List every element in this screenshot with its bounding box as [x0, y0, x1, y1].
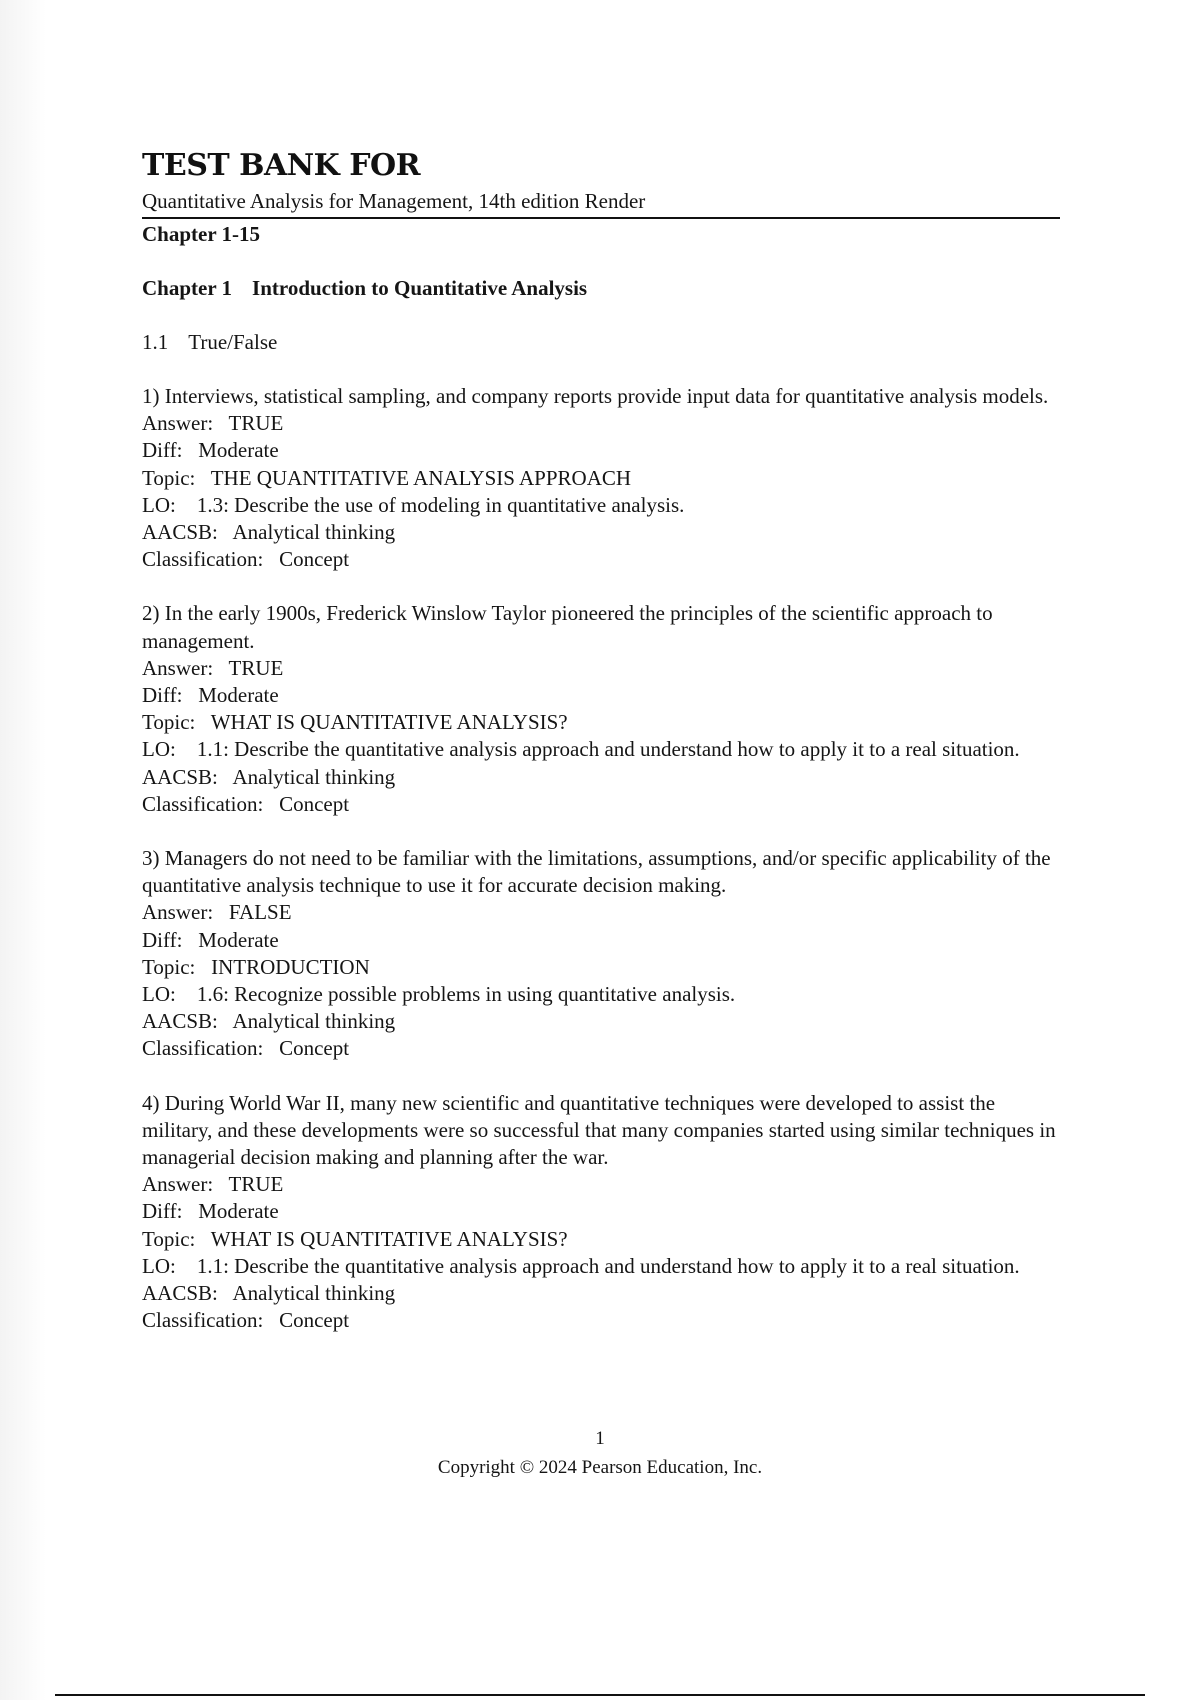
classification-value: Concept [279, 791, 350, 816]
answer-value: TRUE [228, 655, 284, 680]
classification-line [142, 1307, 1060, 1334]
lo-line [142, 1253, 1060, 1280]
classification-value: Concept [279, 1308, 350, 1333]
question-item [142, 1090, 1060, 1335]
diff-value: Moderate [198, 1199, 279, 1224]
aacsb-value: Analytical thinking [232, 1281, 396, 1306]
chapter-number: Chapter 1 [142, 276, 233, 300]
aacsb-label: AACSB: [142, 764, 218, 789]
aacsb-label: AACSB: [142, 520, 218, 545]
answer-label: Answer: [142, 655, 214, 680]
question-item [142, 383, 1060, 573]
lo-label: LO: [142, 1253, 176, 1278]
chapter-title: Introduction to Quantitative Analysis [252, 276, 588, 300]
chapter-range: Chapter 1-15 [142, 222, 261, 246]
topic-value: THE QUANTITATIVE ANALYSIS APPROACH [210, 465, 632, 490]
classification-line [142, 791, 1060, 818]
question-text: 1) Interviews, statistical sampling, and company reports provide input data for quantitative analysis models. [142, 384, 1049, 408]
classification-label: Classification: [142, 547, 264, 572]
document-page [142, 148, 1060, 1335]
diff-value: Moderate [198, 683, 279, 708]
aacsb-line [142, 764, 1060, 791]
question-text: 2) In the early 1900s, Frederick Winslow Taylor pioneered the principles of the scientific approach to management. [142, 601, 993, 653]
lo-label: LO: [142, 737, 176, 762]
answer-label: Answer: [142, 1172, 214, 1197]
diff-label: Diff: [142, 1199, 183, 1224]
section-number: 1.1 [142, 330, 169, 354]
classification-value: Concept [279, 1036, 350, 1061]
topic-value: INTRODUCTION [211, 954, 370, 979]
classification-line [142, 546, 1060, 573]
page-number: 1 [595, 1428, 605, 1449]
answer-value: TRUE [228, 1172, 284, 1197]
question-text: 4) During World War II, many new scientific and quantitative techniques were developed to assist the military, and these developments were so successful that many companies started using similar techniques in managerial decision making and planning after the war. [142, 1090, 1056, 1170]
answer-line [142, 655, 1060, 682]
aacsb-line [142, 1008, 1060, 1035]
aacsb-label: AACSB: [142, 1281, 218, 1306]
answer-label: Answer: [142, 900, 214, 925]
classification-line [142, 1035, 1060, 1062]
answer-line [142, 410, 1060, 437]
aacsb-value: Analytical thinking [232, 520, 396, 545]
answer-value: TRUE [228, 411, 284, 436]
aacsb-line [142, 519, 1060, 546]
classification-label: Classification: [142, 791, 264, 816]
diff-label: Diff: [142, 438, 183, 463]
topic-value: WHAT IS QUANTITATIVE ANALYSIS? [210, 1226, 568, 1251]
lo-line [142, 736, 1060, 763]
topic-label: Topic: [142, 1226, 196, 1251]
topic-label: Topic: [142, 465, 196, 490]
classification-label: Classification: [142, 1036, 264, 1061]
lo-line [142, 981, 1060, 1008]
classification-value: Concept [279, 547, 350, 572]
question-item [142, 845, 1060, 1063]
diff-label: Diff: [142, 927, 183, 952]
topic-label: Topic: [142, 954, 196, 979]
answer-line [142, 899, 1060, 926]
diff-value: Moderate [198, 438, 279, 463]
question-item [142, 600, 1060, 818]
page-bottom-divider [55, 1694, 1145, 1696]
diff-line [142, 437, 1060, 464]
aacsb-label: AACSB: [142, 1009, 218, 1034]
diff-label: Diff: [142, 683, 183, 708]
aacsb-value: Analytical thinking [232, 1009, 396, 1034]
topic-value: WHAT IS QUANTITATIVE ANALYSIS? [210, 710, 568, 735]
lo-value: 1.3: Describe the use of modeling in quantitative analysis. [196, 492, 685, 517]
chapter-heading [142, 274, 1060, 302]
copyright-notice: Copyright © 2024 Pearson Education, Inc. [437, 1457, 763, 1478]
topic-label: Topic: [142, 710, 196, 735]
topic-line [142, 1226, 1060, 1253]
lo-label: LO: [142, 982, 176, 1007]
diff-line [142, 927, 1060, 954]
classification-label: Classification: [142, 1308, 264, 1333]
lo-value: 1.1: Describe the quantitative analysis approach and understand how to apply it to a real situation. [196, 1253, 1020, 1278]
topic-line [142, 709, 1060, 736]
section-heading [142, 328, 1060, 356]
lo-value: 1.6: Recognize possible problems in using quantitative analysis. [196, 982, 736, 1007]
section-title: True/False [188, 330, 278, 354]
topic-line [142, 954, 1060, 981]
answer-value: FALSE [228, 900, 292, 925]
document-title: TEST BANK FOR [142, 148, 421, 183]
diff-value: Moderate [198, 927, 279, 952]
answer-line [142, 1171, 1060, 1198]
diff-line [142, 682, 1060, 709]
aacsb-line [142, 1280, 1060, 1307]
lo-line [142, 492, 1060, 519]
document-subtitle: Quantitative Analysis for Management, 14th edition Render [142, 188, 1060, 219]
answer-label: Answer: [142, 411, 214, 436]
diff-line [142, 1198, 1060, 1225]
topic-line [142, 465, 1060, 492]
lo-label: LO: [142, 492, 176, 517]
question-text: 3) Managers do not need to be familiar with the limitations, assumptions, and/or specific applicability of the quantitative analysis technique to use it for accurate decision making. [142, 846, 1051, 898]
aacsb-value: Analytical thinking [232, 764, 396, 789]
lo-value: 1.1: Describe the quantitative analysis approach and understand how to apply it to a real situation. [196, 737, 1020, 762]
